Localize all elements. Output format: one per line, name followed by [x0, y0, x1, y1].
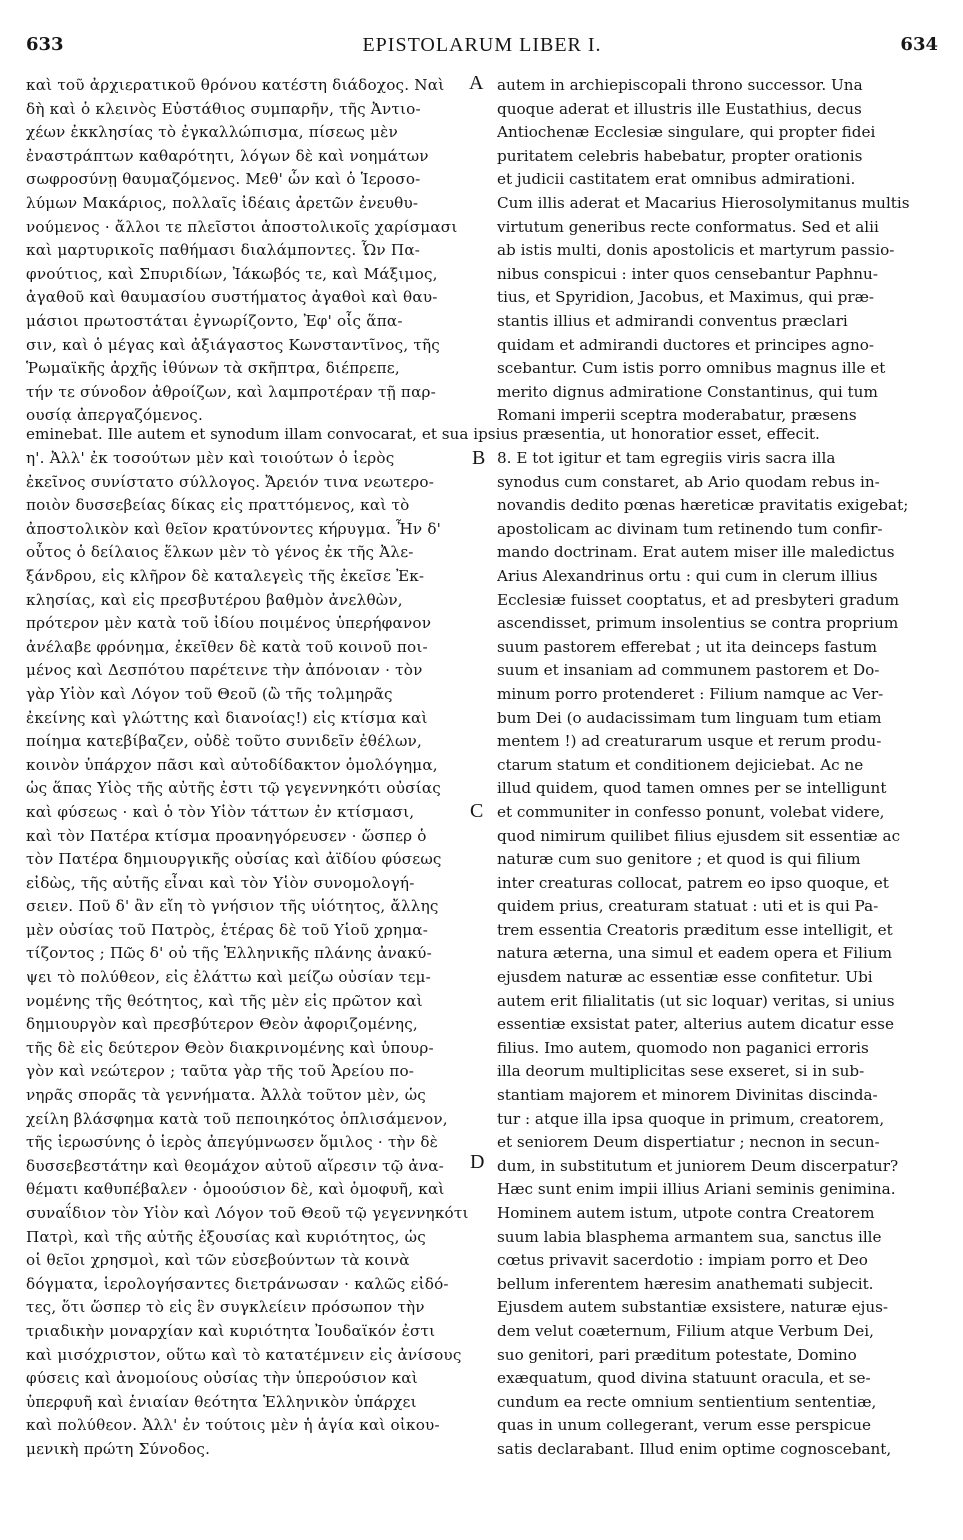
- latin-text-line: scebantur. Cum istis porro omnibus magnus ille et: [497, 359, 886, 378]
- latin-text-line: essentiæ exsistat pater, alterius autem dicatur esse: [497, 1015, 894, 1034]
- section-marker-c: C: [470, 800, 484, 822]
- latin-text-line: suum labia blasphema armantem sua, sanctus ille: [497, 1227, 882, 1246]
- greek-text-line: μενικὴ πρώτη Σύνοδος.: [26, 1439, 211, 1458]
- greek-text-line: δόγματα, ἱερολογήσαντες διετράνωσαν · καλῶς εἰδό-: [26, 1274, 449, 1293]
- greek-text-line: καὶ μισόχριστον, οὕτω καὶ τὸ κατατέμνειν εἰς ἀνίσους: [26, 1345, 462, 1364]
- greek-text-line: ποιὸν δυσσεβείας δίκας εἰς πραττόμενος, καὶ τὸ: [26, 496, 410, 515]
- latin-text-line: virtutum generibus recte conformatus. Sed et alii: [497, 217, 879, 236]
- latin-text-line: apostolicam ac divinam tum retinendo tum confir-: [497, 519, 883, 538]
- latin-text-line: autem in archiepiscopali throno successor. Una: [497, 76, 863, 94]
- greek-text-line: κοινὸν ὑπάρχον πᾶσι καὶ αὐτοδίδακτον ὁμολόγημα,: [26, 755, 438, 774]
- latin-text-line: synodus cum constaret, ab Ario quodam rebus in-: [497, 472, 880, 491]
- greek-text-line: καὶ τὸν Πατέρα κτίσμα προανηγόρευσεν · ὥσπερ ὁ: [26, 826, 427, 845]
- greek-text-line: χέων ἐκκλησίας τὸ ἐγκαλλώπισμα, πίσεως μὲν: [26, 123, 398, 142]
- page-number-right: 634: [900, 34, 938, 55]
- greek-text-line: τὸν Πατέρα δημιουργικῆς οὐσίας καὶ ἀϊδίου φύσεως: [26, 850, 442, 869]
- greek-text-line: χείλη βλάσφημα κατὰ τοῦ πεποιηκότος ὁπλισάμενον,: [26, 1109, 448, 1128]
- latin-text-line: autem erit filialitatis (ut sic loquar) veritas, si unius: [497, 991, 895, 1010]
- greek-text-line: καὶ φύσεως · καὶ ὁ τὸν Υἱὸν τάττων ἐν κτίσμασι,: [26, 802, 415, 821]
- greek-text-line: νομένης τῆς θεότητος, καὶ τῆς μὲν εἰς πρῶτον καὶ: [26, 991, 423, 1010]
- latin-text-line: cundum ea recte omnium sentientium sententiæ,: [497, 1392, 877, 1411]
- greek-text-line: καὶ τοῦ ἀρχιερατικοῦ θρόνου κατέστη διάδοχος. Ναὶ: [26, 76, 445, 94]
- greek-text-line: συναΐδιον τὸν Υἱὸν καὶ Λόγον τοῦ Θεοῦ τῷ γεγεννηκότι: [26, 1204, 469, 1222]
- greek-text-line: κλησίας, καὶ εἰς πρεσβυτέρου βαθμὸν ἀνελθὼν,: [26, 590, 403, 609]
- greek-text-line: νούμενος · ἄλλοι τε πλεῖστοι ἀποστολικοῖς χαρίσμασι: [26, 217, 458, 236]
- greek-text-line: τίζοντος ; Πῶς δ' οὐ τῆς Ἑλληνικῆς πλάνης ἀνακύ-: [26, 944, 432, 963]
- page-header: [26, 34, 938, 56]
- greek-text-line: ξάνδρου, εἰς κλῆρον δὲ καταλεγεὶς τῆς ἐκεῖσε Ἐκ-: [26, 566, 425, 585]
- latin-text-line: dum, in substitutum et juniorem Deum discerpatur?: [497, 1156, 899, 1175]
- greek-text-line: γὸν καὶ νεώτερον ; ταῦτα γὰρ τῆς τοῦ Ἀρείου πο-: [26, 1062, 415, 1081]
- greek-text-line: ψει τὸ πολύθεον, εἰς ἐλάττω καὶ μείζω οὐσίαν τεμ-: [26, 968, 431, 987]
- greek-text-line: ἀνέλαβε φρόνημα, ἐκεῖθεν δὲ κατὰ τοῦ κοινοῦ ποι-: [26, 637, 428, 656]
- latin-text-line: Ejusdem autem substantiæ exsistere, naturæ ejus-: [497, 1298, 889, 1317]
- greek-text-line: μένος καὶ Δεσπότου παρέτεινε τὴν ἀπόνοιαν · τὸν: [26, 661, 423, 680]
- greek-text-line: λύμων Μακάριος, πολλαῖς ἰδέαις ἀρετῶν ἐνευθυ-: [26, 193, 419, 212]
- latin-text-line: bum Dei (o audacissimam tum linguam tum etiam: [497, 708, 882, 727]
- greek-text-line: ἀγαθοῦ καὶ θαυμασίου συστήματος ἀγαθοὶ καὶ θαυ-: [26, 288, 438, 307]
- greek-text-line: τριαδικὴν μοναρχίαν καὶ κυριότητα Ἰουδαϊκόν ἐστι: [26, 1321, 436, 1340]
- latin-text-line: filius. Imo autem, quomodo non paganici erroris: [497, 1038, 869, 1057]
- greek-text-line: φύσεις καὶ ἀνομοίους οὐσίας τὴν ὑπερούσιον καὶ: [26, 1369, 418, 1388]
- greek-text-line: δυσσεβεστάτην καὶ θεομάχον αὐτοῦ αἵρεσιν τῷ ἀνα-: [26, 1156, 445, 1175]
- section-marker-a: A: [469, 72, 484, 94]
- greek-column-top: [26, 74, 476, 428]
- latin-text-line: tius, et Spyridion, Jacobus, et Maximus, qui præ-: [497, 288, 874, 307]
- greek-text-line: καὶ μαρτυρικοῖς παθήμασι διαλάμποντες. Ὧν Πα-: [26, 241, 421, 260]
- greek-text-line: σωφροσύνῃ θαυμαζόμενος. Μεθ' ὧν καὶ ὁ Ἱεροσο-: [26, 170, 421, 189]
- latin-text-line: Hominem autem istum, utpote contra Creatorem: [497, 1204, 875, 1222]
- latin-text-line: inter creaturas collocat, patrem eo ipso quoque, et: [497, 873, 889, 892]
- latin-text-line: Ecclesiæ fuisset cooptatus, et ad presbyteri gradum: [497, 590, 900, 609]
- greek-text-line: φνούτιος, καὶ Σπυριδίων, Ἰάκωβός τε, καὶ Μάξιμος,: [26, 264, 438, 283]
- running-title: EPISTOLARUM LIBER I.: [362, 34, 602, 56]
- page-number-left: 633: [26, 34, 64, 55]
- latin-text-line: suo genitori, pari præditum potestate, Domino: [497, 1345, 857, 1364]
- greek-text-line: ὡς ἅπας Υἱὸς τῆς αὐτῆς ἐστι τῷ γεγεννηκότι οὐσίας: [26, 779, 442, 798]
- latin-text-line: suum et insaniam ad communem pastorem et Do-: [497, 661, 880, 680]
- greek-text-line: τες, ὅτι ὥσπερ τὸ εἰς ἓν συγκλείειν πρόσωπον τὴν: [26, 1298, 425, 1317]
- latin-text-line: illud quidem, quod tamen omnes per se intelligunt: [497, 779, 887, 798]
- latin-text-line: illa deorum multiplicitas sese exseret, si in sub-: [497, 1062, 865, 1081]
- greek-text-line: ὑπερφυῆ καὶ ἑνιαίαν θεότητα Ἑλληνικὸν ὑπάρχει: [26, 1392, 417, 1411]
- latin-text-line: mentem !) ad creaturarum usque et rerum produ-: [497, 732, 882, 751]
- greek-text-line: καὶ πολύθεον. Ἀλλ' ἐν τούτοις μὲν ἡ ἁγία καὶ οἰκου-: [26, 1416, 440, 1435]
- latin-text-line: stantiam majorem et minorem Divinitas discinda-: [497, 1086, 878, 1105]
- latin-text-line: ejusdem naturæ ac essentiæ esse confitetur. Ubi: [497, 968, 873, 987]
- greek-text-line: ἐναστράπτων καθαρότητι, λόγων δὲ καὶ νοημάτων: [26, 146, 429, 165]
- greek-text-line: ἀποστολικὸν καὶ θεῖον κρατύνοντες κήρυγμα. Ἦν δ': [26, 519, 442, 538]
- greek-column-bottom: [26, 447, 476, 1462]
- latin-text-line: quidam et admirandi ductores et principes agno-: [497, 335, 875, 354]
- greek-text-line: μὲν οὐσίας τοῦ Πατρὸς, ἑτέρας δὲ τοῦ Υἱοῦ χρημα-: [26, 920, 429, 939]
- greek-text-line: Ῥωμαϊκῆς ἀρχῆς ἰθύνων τὰ σκῆπτρα, διέπρεπε,: [26, 359, 400, 378]
- latin-text-line: tur : atque illa ipsa quoque in primum, creatorem,: [497, 1109, 885, 1128]
- latin-text-line: naturæ cum suo genitore ; et quod is qui filium: [497, 850, 861, 869]
- greek-text-line: σιν, καὶ ὁ μέγας καὶ ἀξιάγαστος Κωνσταντῖνος, τῆς: [26, 335, 440, 354]
- latin-text-line: ascendisset, primum insolentius se contra proprium: [497, 614, 899, 633]
- latin-text-line: suum pastorem efferebat ; ut ita deinceps fastum: [497, 637, 878, 656]
- greek-text-line: ποίημα κατεβίβαζεν, οὐδὲ τοῦτο συνιδεῖν ἐθέλων,: [26, 732, 423, 751]
- greek-text-line: τῆς ἱερωσύνης ὁ ἱερὸς ἀπεγύμνωσεν ὅμιλος · τὴν δὲ: [26, 1133, 439, 1152]
- greek-text-line: τῆς δὲ εἰς δεύτερον Θεὸν διακρινομένης καὶ ὑπουρ-: [26, 1038, 434, 1057]
- latin-text-line: quoque aderat et illustris ille Eustathius, decus: [497, 99, 862, 118]
- latin-text-line: nibus conspicui : inter quos censebantur Paphnu-: [497, 264, 878, 283]
- latin-text-line: mando doctrinam. Erat autem miser ille maledictus: [497, 543, 895, 562]
- latin-text-line: trem essentia Creatoris præditum esse intelligit, et: [497, 920, 893, 939]
- greek-text-line: ἐκείνης καὶ γλώττης καὶ διανοίας!) εἰς κτίσμα καὶ: [26, 708, 428, 727]
- section-marker-d: D: [470, 1151, 485, 1173]
- latin-text-line: minum porro protenderet : Filium namque ac Ver-: [497, 684, 884, 703]
- latin-text-line: ab istis multi, donis apostolicis et martyrum passio-: [497, 241, 895, 260]
- latin-text-line: quidem prius, creaturam statuat : uti et is qui Pa-: [497, 897, 879, 916]
- latin-text-line: novandis dedito pœnas hæreticæ pravitatis exigebat;: [497, 496, 909, 515]
- latin-column-top: [497, 74, 938, 428]
- latin-text-line: et seniorem Deum dispertiatur ; necnon in secun-: [497, 1133, 880, 1152]
- latin-text-line: merito dignus admiratione Constantinus, qui tum: [497, 382, 878, 401]
- latin-text-line: Antiochenæ Ecclesiæ singulare, qui propter fidei: [497, 123, 876, 142]
- latin-text-line: dem velut coæternum, Filium atque Verbum Dei,: [497, 1321, 874, 1340]
- greek-text-line: δὴ καὶ ὁ κλεινὸς Εὐστάθιος συμπαρῆν, τῆς Ἀντιο-: [26, 99, 421, 118]
- greek-text-line: θέματι καθυπέβαλεν · ὁμοούσιον δὲ, καὶ ὁμοφυῆ, καὶ: [26, 1180, 445, 1199]
- latin-text-line: puritatem celebris habebatur, propter orationis: [497, 146, 863, 165]
- section-marker-b: B: [472, 447, 486, 469]
- latin-column-bottom: [497, 447, 938, 1462]
- greek-text-line: τήν τε σύνοδον ἀθροίζων, καὶ λαμπροτέραν τῇ παρ-: [26, 382, 436, 401]
- latin-text-line: Arius Alexandrinus ortu : qui cum in clerum illius: [497, 566, 878, 585]
- latin-text-line: natura æterna, una simul et eadem opera et Filium: [497, 944, 893, 963]
- greek-text-line: οἱ θεῖοι χρησμοὶ, καὶ τῶν εὐσεβούντων τὰ κοινὰ: [26, 1251, 410, 1270]
- latin-text-line: cœtus privavit sacerdotio : impiam porro et Deo: [497, 1251, 868, 1270]
- full-width-line: eminebat. Ille autem et synodum illam convocarat, et sua ipsius præsentia, ut honoratior esset, effecit.: [26, 425, 820, 443]
- greek-text-line: δημιουργὸν καὶ πρεσβύτερον Θεὸν ἀφοριζομένης,: [26, 1015, 418, 1034]
- latin-text-line: ctarum statum et conditionem dejiciebat. Ac ne: [497, 755, 864, 774]
- greek-text-line: η'. Ἀλλ' ἐκ τοσούτων μὲν καὶ τοιούτων ὁ ἱερὸς: [26, 449, 395, 467]
- latin-text-line: Hæc sunt enim impii illius Ariani seminis genimina.: [497, 1180, 896, 1199]
- latin-text-line: Cum illis aderat et Macarius Hierosolymitanus multis: [497, 193, 910, 212]
- latin-text-line: bellum inferentem hæresim anathemati subjecit.: [497, 1274, 874, 1293]
- latin-text-line: et communiter in confesso ponunt, volebat videre,: [497, 802, 885, 821]
- greek-text-line: νηρᾶς σπορᾶς τὰ γεννήματα. Ἀλλὰ τοῦτον μὲν, ὡς: [26, 1086, 426, 1105]
- latin-text-line: et judicii castitatem erat omnibus admirationi.: [497, 170, 856, 189]
- latin-text-line: satis declarabant. Illud enim optime cognoscebant,: [497, 1439, 892, 1458]
- greek-text-line: μάσιοι πρωτοστάται ἐγνωρίζοντο, Ἐφ' οἷς ἅπα-: [26, 311, 403, 330]
- latin-text-line: 8. E tot igitur et tam egregiis viris sacra illa: [497, 449, 836, 467]
- greek-text-line: Πατρὶ, καὶ τῆς αὐτῆς ἐξουσίας καὶ κυριότητος, ὡς: [26, 1227, 426, 1246]
- latin-text-line: quod nimirum quilibet filius ejusdem sit essentiæ ac: [497, 826, 901, 845]
- greek-text-line: εἰδὼς, τῆς αὐτῆς εἶναι καὶ τὸν Υἱὸν συνομολογή-: [26, 873, 415, 892]
- greek-text-line: γὰρ Υἱὸν καὶ Λόγον τοῦ Θεοῦ (ὢ τῆς τολμηρᾶς: [26, 684, 393, 703]
- latin-text-line: stantis illius et admirandi conventus præclari: [497, 311, 848, 330]
- greek-text-line: σειεν. Ποῦ δ' ἂν εἴη τὸ γνήσιον τῆς υἱότητος, ἄλλης: [26, 897, 439, 916]
- greek-text-line: ἐκεῖνος συνίστατο σύλλογος. Ἄρειόν τινα νεωτερο-: [26, 472, 435, 491]
- greek-text-line: ουσίᾳ ἀπεργαζόμενος.: [26, 406, 203, 425]
- latin-text-line: quas in unum collegerant, verum esse perspicue: [497, 1416, 871, 1435]
- greek-text-line: πρότερον μὲν κατὰ τοῦ ἰδίου ποιμένος ὑπερήφανον: [26, 614, 432, 633]
- latin-text-line: exæquatum, quod divina statuunt oracula, et se-: [497, 1369, 871, 1388]
- latin-text-line: Romani imperii sceptra moderabatur, præsens: [497, 406, 857, 425]
- greek-text-line: οὗτος ὁ δείλαιος ἕλκων μὲν τὸ γένος ἐκ τῆς Ἀλε-: [26, 543, 414, 562]
